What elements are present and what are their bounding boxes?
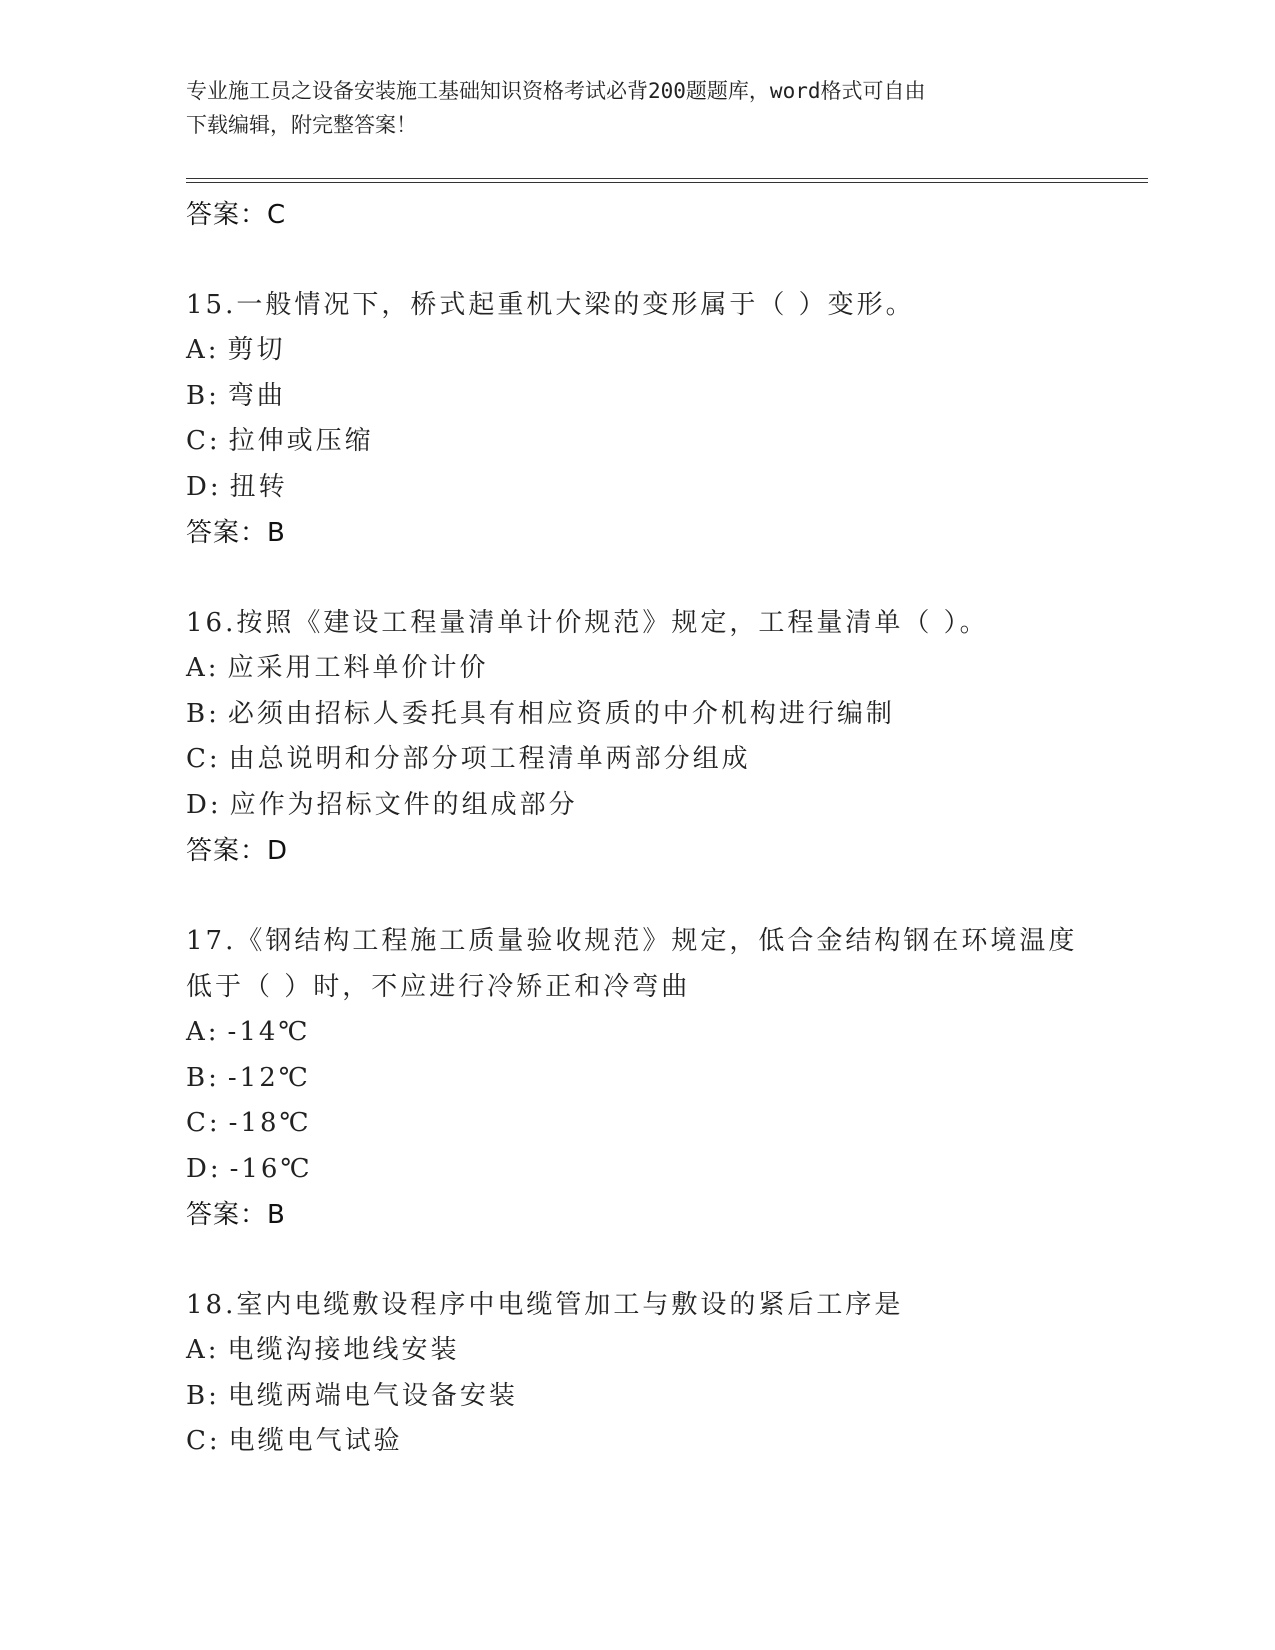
option-text: 拉伸或压缩 <box>228 426 374 456</box>
option-text: -14℃ <box>227 1017 311 1047</box>
option-text: 扭转 <box>229 471 288 502</box>
option-d <box>186 783 1148 829</box>
answer-line: 答案：B <box>186 518 286 548</box>
question-list <box>186 192 1148 1465</box>
option-d <box>186 1147 1148 1193</box>
header-divider-bottom <box>186 182 1148 183</box>
option-a <box>186 1328 1148 1374</box>
option-label: A: <box>186 1335 220 1365</box>
option-c <box>186 1101 1148 1147</box>
option-label: A: <box>186 653 220 683</box>
question-stem: 18.室内电缆敷设程序中电缆管加工与敷设的紧后工序是 <box>186 1290 904 1320</box>
option-label: A: <box>186 335 220 365</box>
option-text: 应采用工料单价计价 <box>227 653 489 683</box>
option-label: D: <box>186 1153 222 1184</box>
question-16 <box>186 600 1148 874</box>
option-label: C: <box>186 1108 221 1138</box>
option-text: 弯曲 <box>227 380 286 411</box>
question-stem-line-1: 17.《钢结构工程施工质量验收规范》规定，低合金结构钢在环境温度 <box>186 926 1078 956</box>
question-18 <box>186 1282 1148 1465</box>
option-b <box>186 374 1148 420</box>
question-stem: 15.一般情况下，桥式起重机大梁的变形属于（ ）变形。 <box>186 290 915 320</box>
option-b <box>186 1056 1148 1102</box>
option-label: B: <box>186 1380 220 1411</box>
option-text: -16℃ <box>229 1153 313 1184</box>
option-c <box>186 419 1148 465</box>
option-d <box>186 465 1148 511</box>
option-text: 剪切 <box>227 335 286 365</box>
option-text: 电缆电气试验 <box>228 1426 403 1456</box>
spacer <box>186 874 1148 918</box>
option-c <box>186 1419 1148 1465</box>
question-17 <box>186 918 1148 1238</box>
question-stem: 16.按照《建设工程量清单计价规范》规定，工程量清单（ ）。 <box>186 608 989 638</box>
option-label: D: <box>186 471 222 502</box>
option-label: B: <box>186 380 220 411</box>
option-text: -18℃ <box>228 1108 312 1138</box>
option-label: D: <box>186 789 222 820</box>
header-line-1: 专业施工员之设备安装施工基础知识资格考试必背200题题库，word格式可自由 <box>186 79 926 103</box>
spacer <box>186 556 1148 600</box>
option-text: 电缆沟接地线安装 <box>227 1335 460 1365</box>
answer-line: 答案：B <box>186 1200 286 1230</box>
option-text: 应作为招标文件的组成部分 <box>229 789 578 820</box>
option-text: 电缆两端电气设备安装 <box>227 1380 518 1411</box>
answer-line: 答案：C <box>186 200 287 230</box>
option-label: C: <box>186 426 221 456</box>
answer-line: 答案：D <box>186 836 289 866</box>
question-15 <box>186 282 1148 556</box>
option-text: 由总说明和分部分项工程清单两部分组成 <box>228 744 751 774</box>
option-text: -12℃ <box>227 1062 311 1093</box>
spacer <box>186 1238 1148 1282</box>
option-b <box>186 1374 1148 1420</box>
option-text: 必须由招标人委托具有相应资质的中介机构进行编制 <box>227 698 895 729</box>
option-b <box>186 692 1148 738</box>
option-label: B: <box>186 698 220 729</box>
spacer <box>186 238 1148 282</box>
header-divider-top <box>186 178 1148 179</box>
option-a <box>186 646 1148 692</box>
question-stem-line-2: 低于（ ）时，不应进行冷矫正和冷弯曲 <box>186 972 691 1002</box>
option-label: C: <box>186 1426 221 1456</box>
option-a <box>186 1010 1148 1056</box>
document-header <box>186 74 1066 142</box>
header-line-2: 下载编辑，附完整答案！ <box>186 113 417 137</box>
option-c <box>186 737 1148 783</box>
option-label: B: <box>186 1062 220 1093</box>
option-a <box>186 328 1148 374</box>
option-label: C: <box>186 744 221 774</box>
option-label: A: <box>186 1017 220 1047</box>
